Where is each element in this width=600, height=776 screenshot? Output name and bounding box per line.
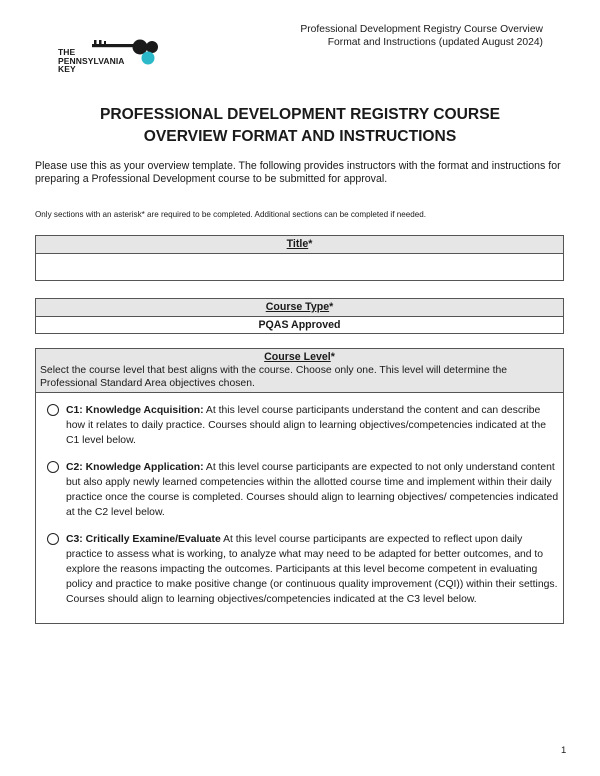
course-level-label: Course Level (264, 351, 331, 363)
option-name: C1: Knowledge Acquisition: (66, 405, 204, 416)
option-text: At this level course participants are expected to reflect upon daily practice to assess what is working, to analyze what may need to be adapted for better outcomes, and to explore the reasons impacting the outcomes. Participants at this level become competent in evaluating policy and practice to make positive change (or continuous quality improvement (CQI)) within their settings. Courses should align to learning objectives/competencies indicated at the C3 level below. (66, 534, 558, 605)
level-option-c3[interactable] (66, 532, 561, 607)
pennsylvania-key-logo (58, 38, 168, 82)
title-section (35, 235, 564, 281)
header-line-1: Professional Development Registry Course Overview (300, 24, 543, 35)
title-section-header (36, 236, 563, 254)
logo-line-3: KEY (58, 64, 76, 75)
page-number: 1 (561, 745, 567, 756)
title-line-2: OVERVIEW FORMAT AND INSTRUCTIONS (143, 128, 457, 145)
course-type-asterisk: * (329, 301, 334, 313)
level-option-c2[interactable] (66, 460, 561, 520)
document-header (300, 24, 543, 49)
course-level-asterisk: * (330, 351, 335, 363)
course-type-header (36, 299, 563, 317)
course-level-section (35, 348, 564, 624)
option-text: At this level course participants are expected to not only understand content but also apply newly learned competencies within the allotted course time and implement within their daily practice once the course is completed. Courses should align to learning objectives/ competencies indicated at the C2 level below. (66, 462, 559, 518)
course-level-description: Select the course level that best aligns with the course. Choose only one. This level will determine the Professional Standard Area objectives chosen. (40, 365, 508, 389)
page-title (0, 104, 600, 148)
title-field[interactable] (36, 254, 563, 281)
option-name: C3: Critically Examine/Evaluate (66, 534, 221, 545)
logo-line-1: THE (58, 47, 76, 57)
logo-line-2: PENNSYLVANIA (58, 55, 125, 66)
radio-button-c3[interactable] (47, 533, 59, 545)
option-text: At this level course participants understand the content and can describe how it relates to daily practice. Courses should align to learning objectives/competencies indicated at the C1 level below. (66, 405, 546, 446)
level-option-c1[interactable] (66, 403, 561, 448)
option-name: C2: Knowledge Application: (66, 462, 204, 473)
header-line-2: Format and Instructions (updated August 2024) (327, 36, 543, 48)
title-line-1: PROFESSIONAL DEVELOPMENT REGISTRY COURSE (99, 106, 500, 123)
course-type-value: PQAS Approved (258, 319, 341, 331)
title-label: Title (286, 238, 309, 250)
course-type-label: Course Type (265, 301, 330, 313)
required-note: Only sections with an asterisk* are required to be completed. Additional sections can be completed if needed. (35, 210, 426, 219)
radio-button-c2[interactable] (47, 461, 59, 473)
intro-paragraph: Please use this as your overview template. The following provides instructors with the format and instructions for preparing a Professional Development course to be submitted for approval. (35, 160, 561, 186)
radio-button-c1[interactable] (47, 404, 59, 416)
course-level-header (36, 349, 563, 393)
title-asterisk: * (308, 238, 313, 250)
course-type-section (35, 298, 564, 334)
